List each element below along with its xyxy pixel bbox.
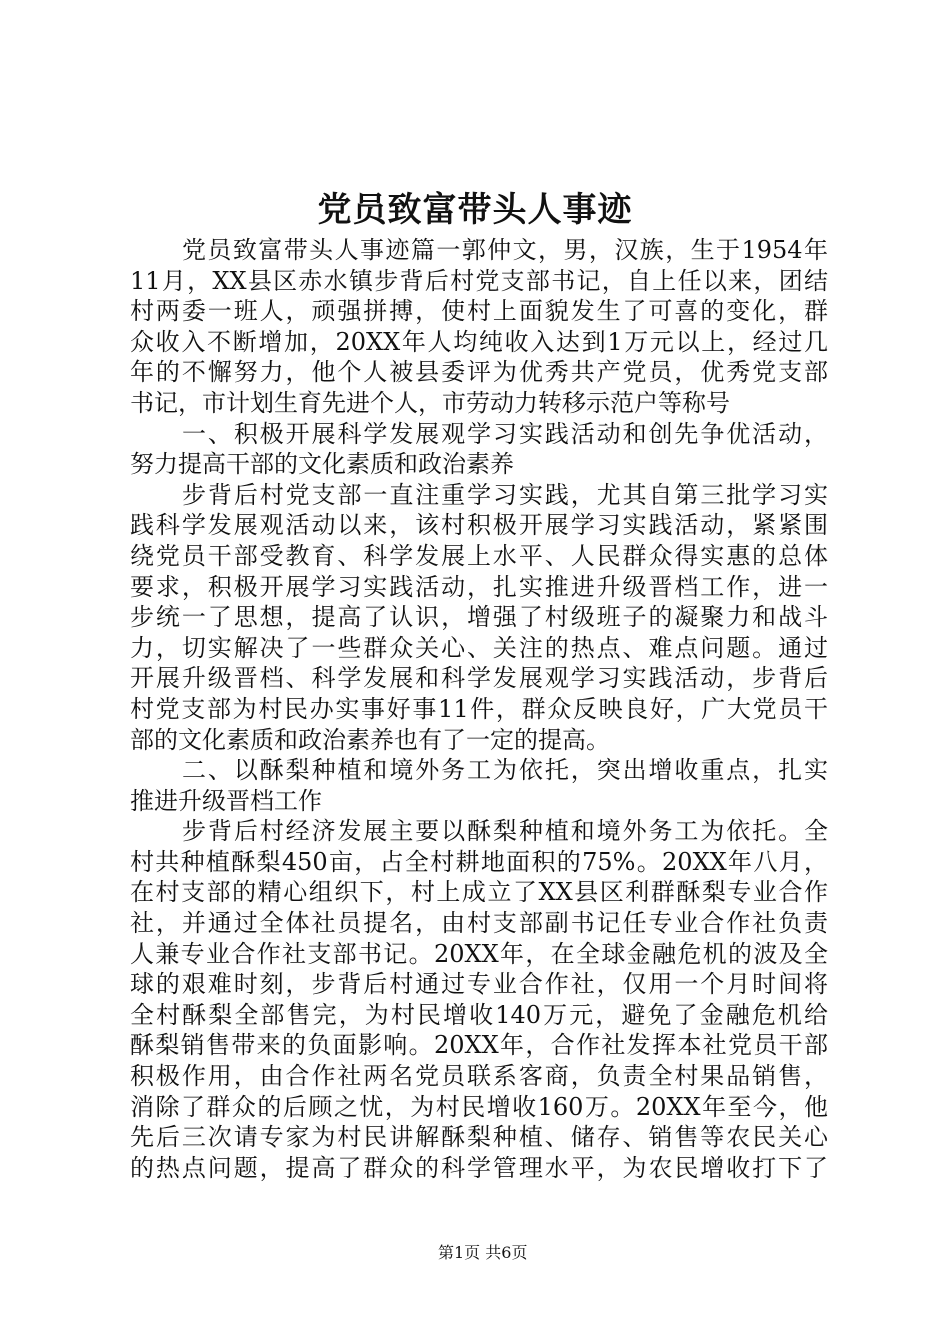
text-line: 推进升级晋档工作 [130,786,322,815]
text-line: 努力提高干部的文化素质和政治素养 [130,450,514,479]
document-title: 党员致富带头人事迹 [317,190,633,230]
text-line: 众收入不断增加，20XX年人均纯收入达到1万元以上，经过几 [130,327,828,356]
text-line: 社，并通过全体社员提名，由村支部副书记任专业合作社负责 [130,909,828,938]
text-line: 要求，积极开展学习实践活动，扎实推进升级晋档工作，进一 [130,572,828,601]
text-line: 人兼专业合作社支部书记。20XX年，在全球金融危机的波及全 [130,939,828,968]
text-line: 年的不懈努力，他个人被县委评为优秀共产党员，优秀党支部 [130,358,828,387]
text-line: 步背后村党支部一直注重学习实践，尤其自第三批学习实 [182,480,828,509]
document-body [130,235,828,1183]
text-line: 党员致富带头人事迹篇一郭仲文，男，汉族，生于1954年 [182,236,828,264]
page-footer: 第1页 共6页 [438,1243,528,1262]
text-line: 先后三次请专家为村民讲解酥梨种植、储存、销售等农民关心 [130,1123,828,1152]
paragraph [130,816,828,1183]
text-line: 一、积极开展科学发展观学习实践活动和创先争优活动， [182,419,828,448]
paragraph [130,419,828,480]
text-line: 步统一了思想，提高了认识，增强了村级班子的凝聚力和战斗 [130,603,828,632]
text-line: 书记，市计划生育先进个人，市劳动力转移示范户等称号 [130,388,730,417]
text-line: 开展升级晋档、科学发展和科学发展观学习实践活动，步背后 [130,664,828,693]
text-line: 酥梨销售带来的负面影响。20XX年，合作社发挥本社党员干部 [130,1031,828,1060]
text-line: 在村支部的精心组织下，村上成立了XX县区利群酥梨专业合作 [130,878,828,907]
text-line: 绕党员干部受教育、科学发展上水平、人民群众得实惠的总体 [130,541,828,570]
paragraph [130,235,828,419]
text-line: 村两委一班人，顽强拼搏，使村上面貌发生了可喜的变化，群 [130,297,828,326]
paragraph [130,755,828,816]
text-line: 二、以酥梨种植和境外务工为依托，突出增收重点，扎实 [182,756,828,785]
text-line: 部的文化素质和政治素养也有了一定的提高。 [130,725,610,754]
text-line: 积极作用，由合作社两名党员联系客商，负责全村果品销售， [130,1062,828,1091]
text-line: 村党支部为村民办实事好事11件，群众反映良好，广大党员干 [130,694,828,723]
text-line: 的热点问题，提高了群众的科学管理水平，为农民增收打下了 [130,1153,828,1182]
text-line: 球的艰难时刻，步背后村通过专业合作社，仅用一个月时间将 [130,970,828,999]
paragraph [130,480,828,755]
text-line: 村共种植酥梨450亩，占全村耕地面积的75%。20XX年八月， [130,847,828,876]
text-line: 消除了群众的后顾之忧，为村民增收160万。20XX年至今，他 [130,1092,828,1121]
text-line: 践科学发展观活动以来，该村积极开展学习实践活动，紧紧围 [130,511,828,540]
text-line: 力，切实解决了一些群众关心、关注的热点、难点问题。通过 [130,633,828,662]
text-line: 步背后村经济发展主要以酥梨种植和境外务工为依托。全 [182,817,828,846]
text-line: 11月，XX县区赤水镇步背后村党支部书记，自上任以来，团结 [130,266,828,295]
text-line: 全村酥梨全部售完，为村民增收140万元，避免了金融危机给 [130,1000,828,1029]
